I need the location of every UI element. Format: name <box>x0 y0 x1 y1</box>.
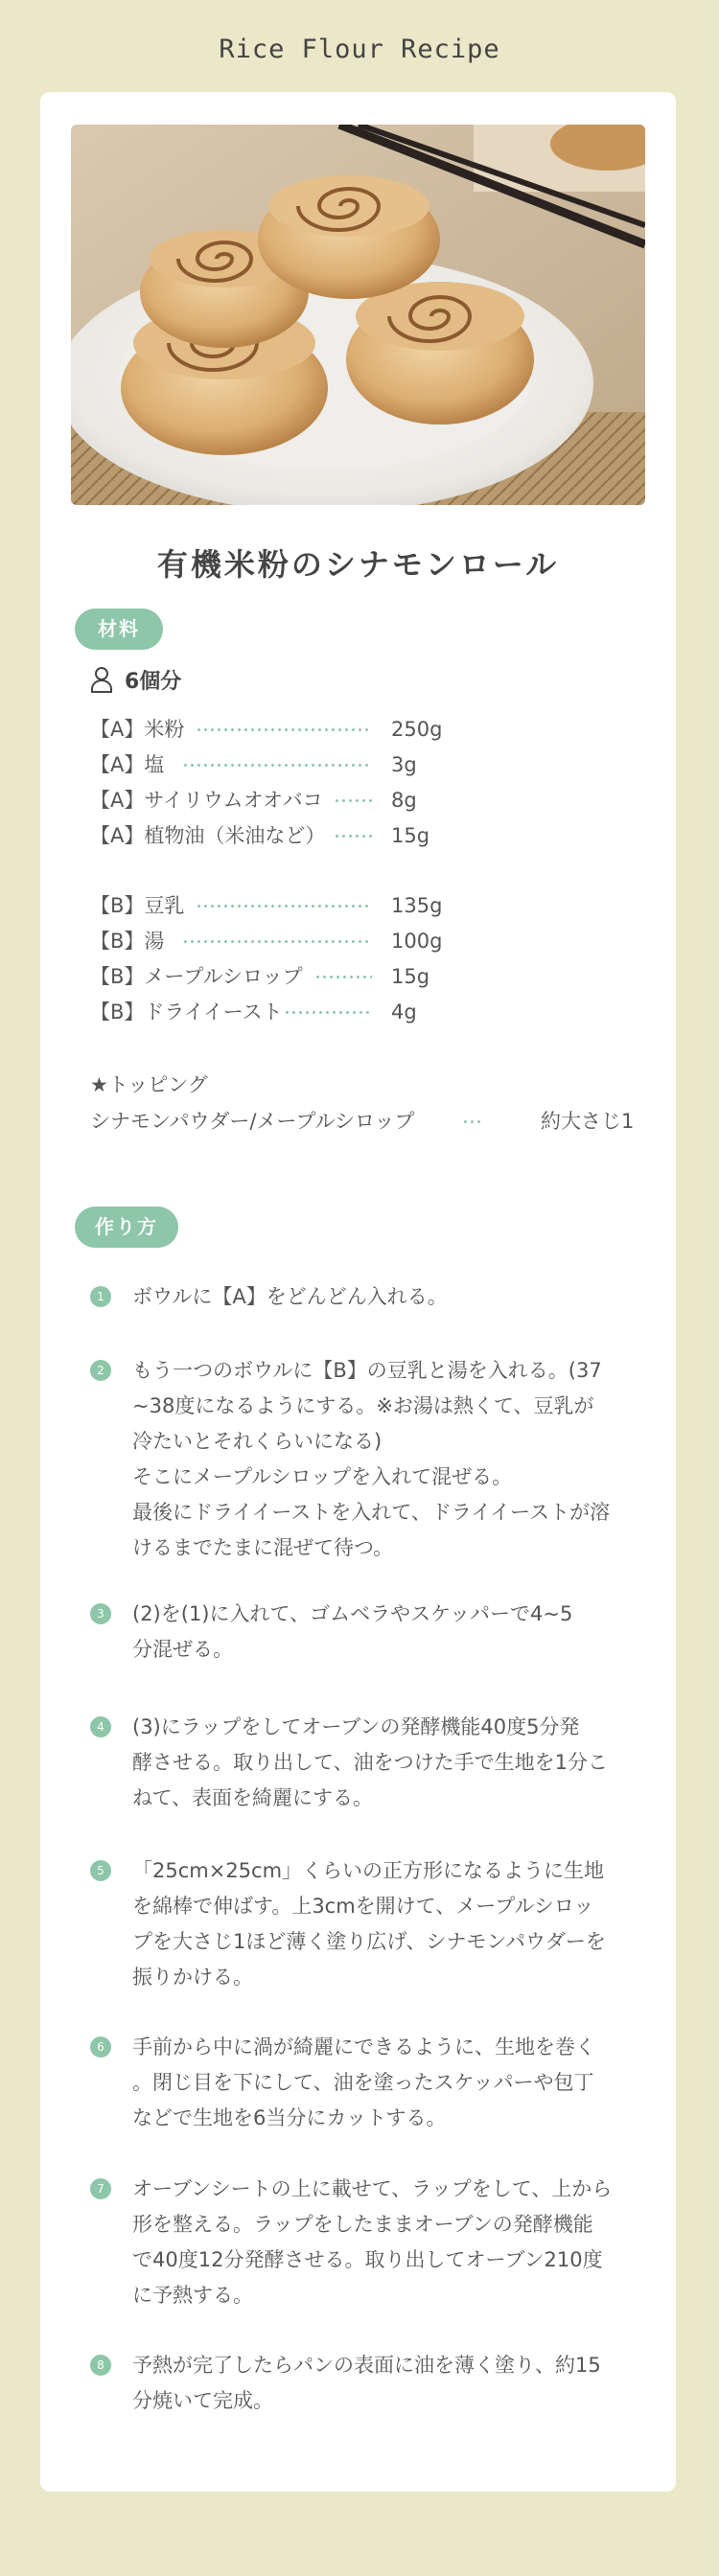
ingredient-row <box>90 750 627 779</box>
step-text: オーブンシートの上に載せて、ラップをして、上から 形を整える。ラップをしたままオーブンの発酵機能 で40度12分発酵させる。取り出してオーブン210度 に予熱する。 <box>132 2177 613 2307</box>
ingredient-amount: 8g <box>391 789 417 812</box>
ingredient-amount: 4g <box>391 1000 417 1024</box>
leader-dots <box>334 835 372 838</box>
step-number: 5 <box>90 1860 111 1881</box>
ingredient-name: 【B】メープルシロップ <box>90 965 303 988</box>
ingredient-row <box>90 998 627 1026</box>
step-text: ボウルに【A】をどんどん入れる。 <box>132 1285 448 1308</box>
person-icon <box>90 666 113 693</box>
steps-label: 作り方 <box>75 1207 178 1248</box>
cinnamon-rolls-photo <box>71 125 645 505</box>
step-text: 予熱が完了したらパンの表面に油を薄く塗り、約15 分焼いて完成。 <box>132 2354 601 2412</box>
ingredient-row <box>90 821 627 850</box>
ingredient-amount: 100g <box>391 930 443 953</box>
step-number: 1 <box>90 1286 111 1307</box>
ingredient-row <box>90 891 627 920</box>
step-number: 2 <box>90 1360 111 1381</box>
ingredient-row <box>90 715 627 744</box>
ingredient-name: 【B】豆乳 <box>90 894 185 917</box>
ingredient-amount: 135g <box>391 894 443 917</box>
leader-dots <box>196 905 372 908</box>
ingredient-name: 【A】米粉 <box>90 718 185 741</box>
leader-dots <box>182 940 372 943</box>
topping-heading: ★トッピング <box>90 1073 208 1096</box>
recipe-card <box>40 92 676 2492</box>
recipe-photo <box>71 125 645 505</box>
topping-amount: 約大さじ1 <box>541 1110 635 1133</box>
ingredient-name: 【A】塩 <box>90 753 165 776</box>
ingredient-name: 【A】植物油（米油など） <box>90 824 326 847</box>
step-text: 「25cm×25cm」くらいの正方形になるように生地 を綿棒で伸ばす。上3cmを開けて、メープルシロッ プを大さじ1ほど薄く塗り広げ、シナモンパウダーを 振りかける。 <box>132 1859 606 1989</box>
leader-dots <box>462 1120 483 1123</box>
step-number: 7 <box>90 2178 111 2199</box>
step-text: (2)を(1)に入れて、ゴムベラやスケッパーで4~5 分混ぜる。 <box>132 1602 573 1661</box>
ingredient-name: 【B】ドライイースト <box>90 1000 283 1024</box>
leader-dots <box>284 1011 372 1014</box>
servings-count: 6個分 <box>125 669 182 694</box>
recipe-title: 有機米粉のシナモンロール <box>156 546 560 583</box>
step-number: 3 <box>90 1603 111 1624</box>
step-text: 手前から中に渦が綺麗にできるように、生地を巻く 。閉じ目を下にして、油を塗ったスケッパーや包丁 などで生地を6当分にカットする。 <box>132 2036 595 2129</box>
ingredient-amount: 250g <box>391 718 443 741</box>
servings <box>90 663 181 696</box>
step-text: もう一つのボウルに【B】の豆乳と湯を入れる。(37 ~38度になるようにする。※お湯は熱くて、豆乳が 冷たいとそれくらいになる) そこにメープルシロップを入れて混ぜる。 最後にドライイーストを入れて、ドライイーストが溶 けるまでたまに混ぜて待つ。 <box>132 1359 611 1559</box>
step-number: 8 <box>90 2355 111 2376</box>
leader-dots <box>334 799 372 802</box>
leader-dots <box>182 764 372 767</box>
leader-dots <box>196 728 372 731</box>
ingredient-amount: 3g <box>391 753 417 776</box>
step-number: 4 <box>90 1716 111 1737</box>
leader-dots <box>314 976 372 978</box>
ingredient-row <box>90 962 627 991</box>
topping-name: シナモンパウダー/メープルシロップ <box>90 1110 415 1133</box>
ingredient-row <box>90 927 627 955</box>
ingredient-name: 【B】湯 <box>90 930 165 953</box>
step-number: 6 <box>90 2036 111 2058</box>
ingredient-amount: 15g <box>391 965 430 988</box>
site-title: Rice Flour Recipe <box>219 34 500 64</box>
ingredient-amount: 15g <box>391 824 430 847</box>
ingredient-name: 【A】サイリウムオオバコ <box>90 789 323 812</box>
topping-row <box>90 1107 646 1136</box>
ingredient-row <box>90 786 627 815</box>
ingredients-label: 材料 <box>75 609 163 650</box>
step-text: (3)にラップをしてオーブンの発酵機能40度5分発 酵させる。取り出して、油をつけた手で生地を1分こ ねて、表面を綺麗にする。 <box>132 1715 608 1809</box>
